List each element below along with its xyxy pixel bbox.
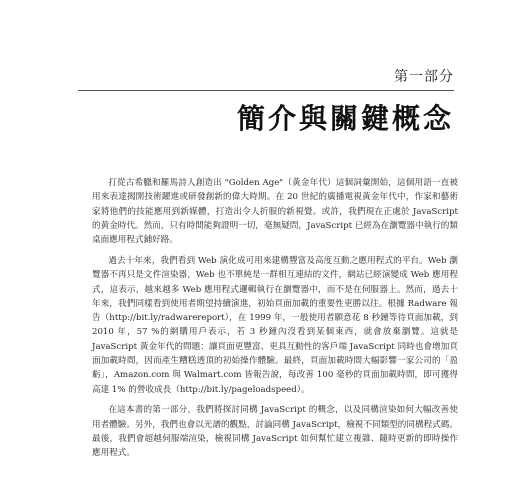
paragraph-2: 過去十年來，我們看到 Web 演化成可用來建構豐富及高度互動之應用程式的平台。Web 瀏覽器不再只是文件渲染器，Web 也不單純是一群相互連結的文件，網站已經演變成 Web 應用程式，這表示，越來越多 Web 應用程式邏輯執行在瀏覽器中，而不是在伺服器上。然而，過去十年來，我們同樣看到使用者期望持續演進，初始頁面加載的重要性更勝以往。根據 Radware 報告（http://bit.ly/radwarereport），在 1999 年，一般使用者願意花 8 秒鐘等待頁面加載，到 2010 年，57 %的網購用戶表示，若 3 秒鐘內沒看到某個東西，就會放棄瀏覽。這就是 JavaScript 黃金年代的問題：讓頁面更豐富、更具互動性的客戶端 JavaScript 同時也會增加頁面加載時間，因而產生糟糕透頂的初始操作體驗。最終，頁面加載時間大幅影響一家公司的「盈虧」，Amazon.com 與 Walmart.com 皆報告說，每改善 100 毫秒的頁面加載時間，即可獲得高達 1% 的營收成長（http://bit.ly/pageloadspeed）。 [92, 255, 458, 395]
page-title: 簡介與關鍵概念 [236, 102, 454, 135]
header-rule [78, 90, 454, 91]
body-text [92, 176, 458, 467]
paragraph-3: 在這本書的第一部分，我們將探討同構 JavaScript 的概念，以及同構渲染如何大幅改善使用者體驗。另外，我們也會以光譜的觀點，討論同構 JavaScript，檢視不同類型的同構程式碼。最後，我們會超越伺服端渲染，檢視同構 JavaScript 如何幫忙建立複雜、隨時更新的即時操作應用程式。 [92, 405, 458, 459]
paragraph-1: 打從古希臘和羅馬詩人創造出 "Golden Age"（黃金年代）這個詞彙開始，這個用語一直被用來表達揭開技術躍進或研發創新的偉大時期。在 20 世紀的廣播電視黃金年代中，作家和藝術家將他們的技能應用到新媒體，打造出令人折服的新視覺。或許，我們現在正處於 JavaScript 的黃金時代。然而，只有時間能夠證明一切，毫無疑問，JavaScript 已經為在瀏覽器中執行的類桌面應用程式鋪好路。 [92, 178, 458, 246]
part-label: 第一部分 [394, 69, 454, 85]
